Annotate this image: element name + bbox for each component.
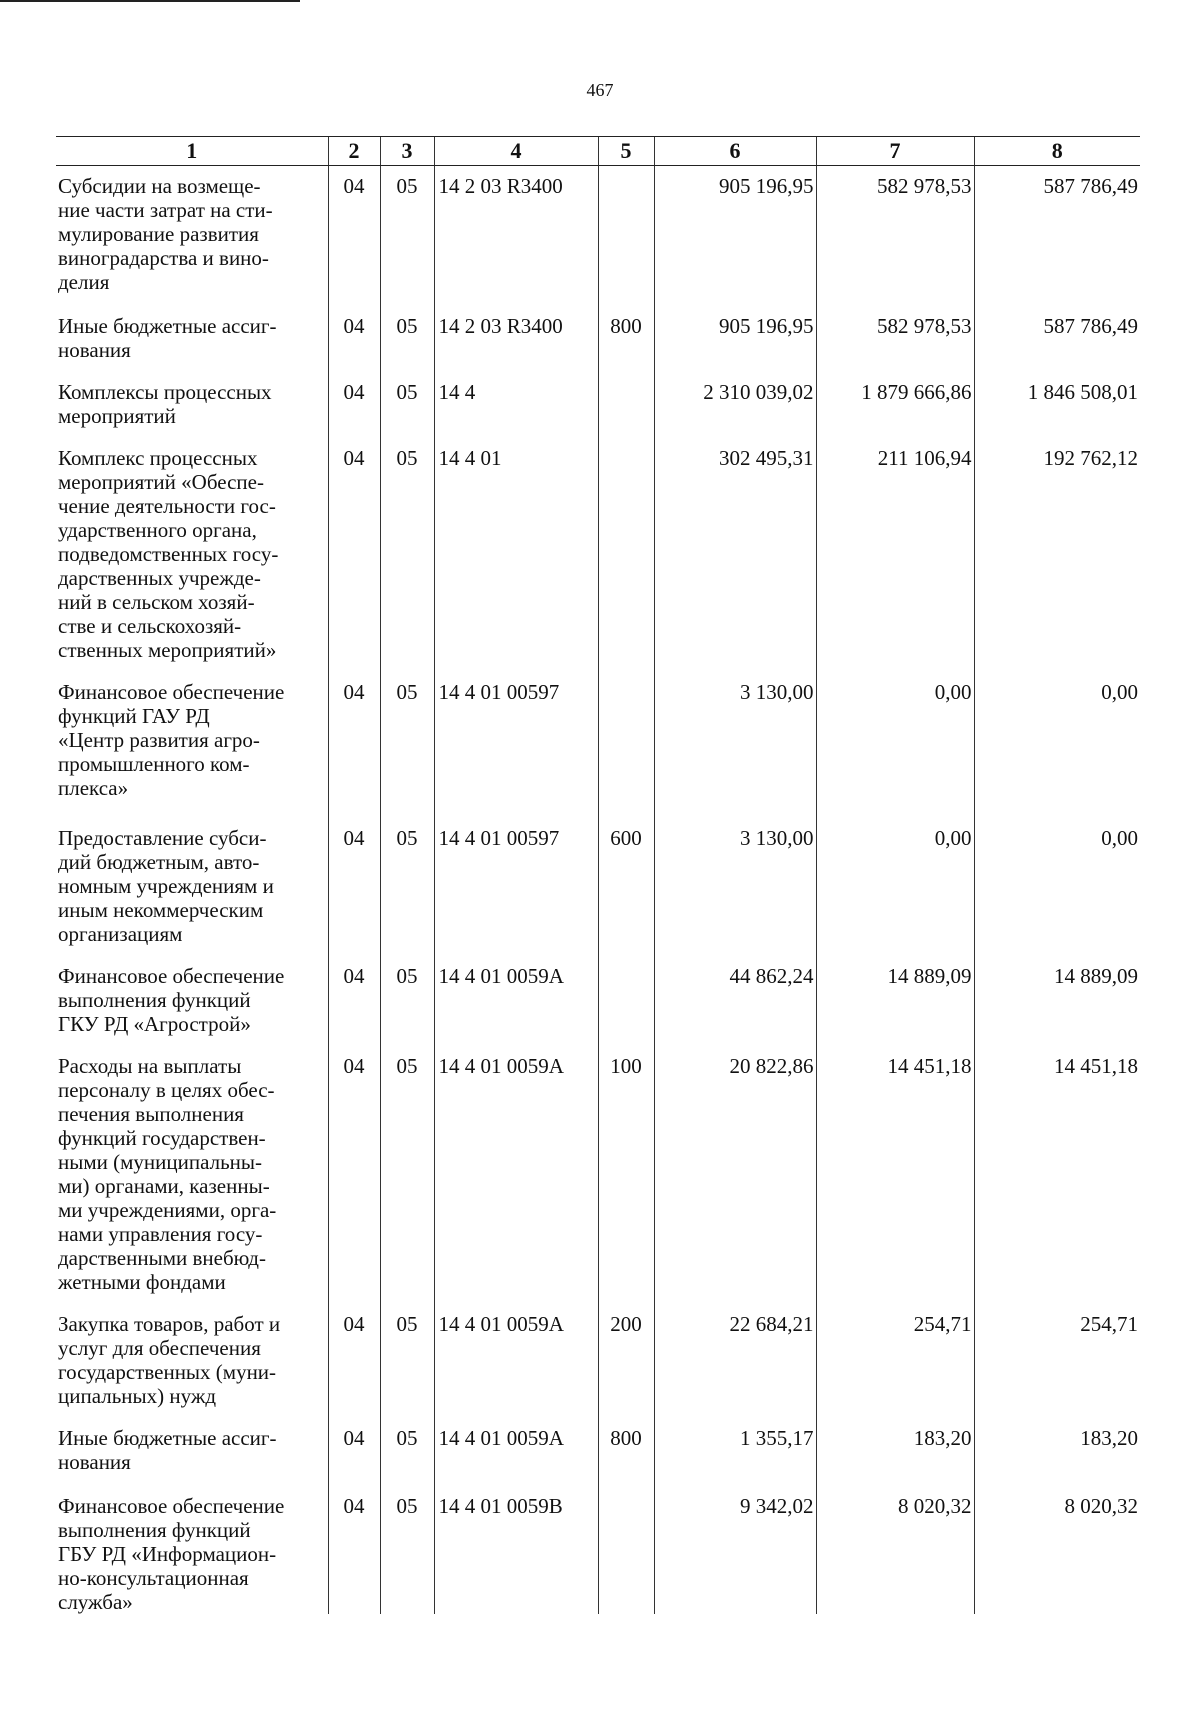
row-target-article: 14 4 01 00597	[434, 672, 598, 818]
row-section-code: 04	[328, 1486, 380, 1614]
page-number: 467	[586, 80, 614, 100]
row-amount-col7: 183,20	[816, 1418, 974, 1486]
budget-table	[56, 136, 1140, 1614]
row-subsection-code: 05	[380, 956, 434, 1046]
row-subsection-code: 05	[380, 1418, 434, 1486]
row-name: Иные бюджетные ассиг- нования	[58, 1426, 277, 1474]
row-expense-type	[598, 956, 654, 1046]
row-target-article: 14 4 01 00597	[434, 818, 598, 956]
row-target-article: 14 4 01 0059А	[434, 1418, 598, 1486]
row-name: Финансовое обеспечение выполнения функций ГКУ РД «Агрострой»	[58, 964, 285, 1036]
row-name: Предоставление субси- дий бюджетным, авто- номным учреждениям и иным некоммерческим организациям	[58, 826, 274, 946]
column-header: 7	[816, 137, 974, 166]
row-amount-col8: 14 889,09	[974, 956, 1140, 1046]
table-row	[56, 372, 1140, 438]
row-expense-type: 800	[598, 1418, 654, 1486]
row-amount-col6: 905 196,95	[654, 166, 816, 307]
row-name: Финансовое обеспечение функций ГАУ РД «Центр развития агро- промышленного ком- плекса»	[58, 680, 285, 800]
row-amount-col8: 254,71	[974, 1304, 1140, 1418]
row-amount-col8: 587 786,49	[974, 166, 1140, 307]
row-expense-type	[598, 1486, 654, 1614]
column-header: 5	[598, 137, 654, 166]
row-name: Иные бюджетные ассиг- нования	[58, 314, 277, 362]
row-name: Финансовое обеспечение выполнения функций ГБУ РД «Информацион- но-консультационная служба»	[58, 1494, 285, 1614]
row-name: Закупка товаров, работ и услуг для обеспечения государственных (муни- ципальных) нужд	[58, 1312, 281, 1408]
row-target-article: 14 4 01 0059А	[434, 956, 598, 1046]
row-target-article: 14 4 01	[434, 438, 598, 672]
row-subsection-code: 05	[380, 166, 434, 307]
column-header: 6	[654, 137, 816, 166]
row-amount-col6: 1 355,17	[654, 1418, 816, 1486]
row-subsection-code: 05	[380, 1046, 434, 1304]
row-amount-col7: 14 451,18	[816, 1046, 974, 1304]
top-rule	[0, 0, 300, 2]
column-header: 2	[328, 137, 380, 166]
row-expense-type	[598, 166, 654, 307]
row-subsection-code: 05	[380, 1304, 434, 1418]
row-name: Комплексы процессных мероприятий	[58, 380, 272, 428]
row-amount-col6: 2 310 039,02	[654, 372, 816, 438]
row-subsection-code: 05	[380, 306, 434, 372]
table-row	[56, 166, 1140, 307]
header-row	[56, 137, 1140, 166]
table-row	[56, 438, 1140, 672]
table-body	[56, 166, 1140, 1615]
row-amount-col7: 211 106,94	[816, 438, 974, 672]
column-header: 1	[56, 137, 328, 166]
row-amount-col8: 0,00	[974, 818, 1140, 956]
row-amount-col7: 0,00	[816, 672, 974, 818]
row-section-code: 04	[328, 1304, 380, 1418]
row-target-article: 14 4 01 0059А	[434, 1046, 598, 1304]
row-name: Субсидии на возмеще- ние части затрат на сти- мулирование развития виноградарства и вино- делия	[58, 174, 273, 294]
row-subsection-code: 05	[380, 438, 434, 672]
row-subsection-code: 05	[380, 1486, 434, 1614]
row-amount-col6: 3 130,00	[654, 672, 816, 818]
row-target-article: 14 2 03 R3400	[434, 166, 598, 307]
table-row	[56, 1046, 1140, 1304]
row-expense-type: 100	[598, 1046, 654, 1304]
row-amount-col7: 8 020,32	[816, 1486, 974, 1614]
table-row	[56, 818, 1140, 956]
row-name: Комплекс процессных мероприятий «Обеспе- чение деятельности гос- ударственного органа, подведомственных госу- дарственных учрежде- ний в сельском хозяй- стве и сельскохозяй- ственных мероприятий»	[58, 446, 279, 662]
row-amount-col7: 1 879 666,86	[816, 372, 974, 438]
row-amount-col6: 44 862,24	[654, 956, 816, 1046]
row-amount-col7: 582 978,53	[816, 166, 974, 307]
row-amount-col8: 587 786,49	[974, 306, 1140, 372]
row-section-code: 04	[328, 1418, 380, 1486]
row-amount-col8: 192 762,12	[974, 438, 1140, 672]
row-target-article: 14 2 03 R3400	[434, 306, 598, 372]
row-name: Расходы на выплаты персоналу в целях обес- печения выполнения функций государствен- ными (муниципальны- ми) органами, казенны- ми учреждениями, орга- нами управления госу- дарственными внебюд- жетными фондами	[58, 1054, 277, 1294]
row-amount-col6: 9 342,02	[654, 1486, 816, 1614]
row-section-code: 04	[328, 438, 380, 672]
row-section-code: 04	[328, 818, 380, 956]
row-expense-type	[598, 372, 654, 438]
table-row	[56, 1304, 1140, 1418]
row-amount-col7: 0,00	[816, 818, 974, 956]
row-target-article: 14 4	[434, 372, 598, 438]
table-row	[56, 672, 1140, 818]
row-amount-col8: 14 451,18	[974, 1046, 1140, 1304]
row-amount-col6: 3 130,00	[654, 818, 816, 956]
row-expense-type	[598, 672, 654, 818]
row-subsection-code: 05	[380, 818, 434, 956]
row-amount-col8: 183,20	[974, 1418, 1140, 1486]
row-amount-col8: 8 020,32	[974, 1486, 1140, 1614]
table-row	[56, 306, 1140, 372]
row-target-article: 14 4 01 0059В	[434, 1486, 598, 1614]
row-expense-type: 200	[598, 1304, 654, 1418]
table-row	[56, 1418, 1140, 1486]
row-amount-col6: 20 822,86	[654, 1046, 816, 1304]
row-amount-col8: 1 846 508,01	[974, 372, 1140, 438]
row-section-code: 04	[328, 672, 380, 818]
row-target-article: 14 4 01 0059А	[434, 1304, 598, 1418]
row-expense-type: 600	[598, 818, 654, 956]
row-expense-type: 800	[598, 306, 654, 372]
row-section-code: 04	[328, 372, 380, 438]
row-section-code: 04	[328, 1046, 380, 1304]
row-section-code: 04	[328, 166, 380, 307]
row-section-code: 04	[328, 306, 380, 372]
row-amount-col7: 582 978,53	[816, 306, 974, 372]
column-header: 3	[380, 137, 434, 166]
row-amount-col6: 22 684,21	[654, 1304, 816, 1418]
row-amount-col6: 905 196,95	[654, 306, 816, 372]
row-subsection-code: 05	[380, 672, 434, 818]
table-row	[56, 1486, 1140, 1614]
table-row	[56, 956, 1140, 1046]
row-amount-col6: 302 495,31	[654, 438, 816, 672]
row-amount-col8: 0,00	[974, 672, 1140, 818]
row-expense-type	[598, 438, 654, 672]
row-amount-col7: 254,71	[816, 1304, 974, 1418]
row-subsection-code: 05	[380, 372, 434, 438]
row-amount-col7: 14 889,09	[816, 956, 974, 1046]
column-header: 4	[434, 137, 598, 166]
column-header: 8	[974, 137, 1140, 166]
row-section-code: 04	[328, 956, 380, 1046]
